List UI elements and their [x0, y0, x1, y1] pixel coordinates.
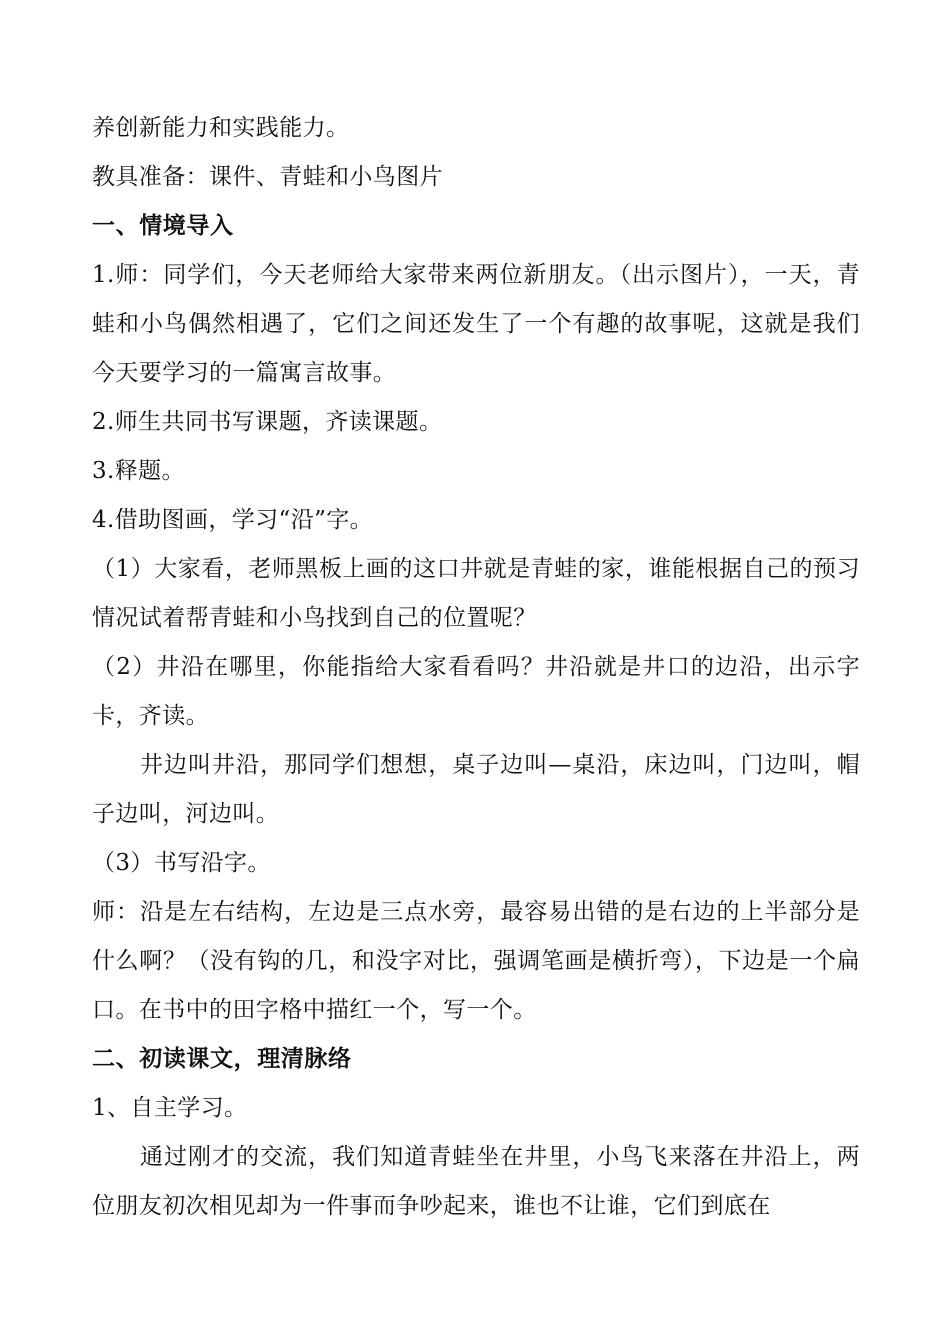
paragraph-5: （1）大家看，老师黑板上画的这口井就是青蛙的家，谁能根据自己的预习情况试着帮青蛙和小鸟找到自己的位置呢？ — [92, 556, 860, 631]
paragraph-11: 通过刚才的交流，我们知道青蛙坐在井里，小鸟飞来落在井沿上，两位朋友初次相见却为一件事而争吵起来，谁也不让谁，它们到底在 — [92, 1144, 860, 1219]
text-line: 养创新能力和实践能力。 — [92, 115, 350, 141]
paragraph-3: 3.释题。 — [92, 458, 185, 484]
section-heading-2: 二、初读课文，理清脉络 — [92, 1046, 352, 1072]
paragraph-2: 2.师生共同书写课题，齐读课题。 — [92, 409, 443, 435]
paragraph-10: 1、自主学习。 — [92, 1095, 248, 1121]
paragraph-7: 井边叫井沿，那同学们想想，桌子边叫—桌沿，床边叫，门边叫，帽子边叫，河边叫。 — [92, 752, 860, 827]
paragraph-1: 1.师：同学们，今天老师给大家带来两位新朋友。（出示图片），一天，青蛙和小鸟偶然相遇了，它们之间还发生了一个有趣的故事呢，这就是我们今天要学习的一篇寓言故事。 — [92, 262, 860, 386]
paragraph-8: （3）书写沿字。 — [92, 850, 271, 876]
paragraph-6: （2）井沿在哪里，你能指给大家看看吗？井沿就是井口的边沿，出示字卡，齐读。 — [92, 654, 860, 729]
document-page — [92, 104, 860, 1231]
paragraph-4: 4.借助图画，学习“沿”字。 — [92, 507, 374, 533]
section-heading-1: 一、情境导入 — [92, 213, 234, 239]
teaching-aids-line: 教具准备：课件、青蛙和小鸟图片 — [92, 164, 443, 190]
paragraph-9: 师：沿是左右结构，左边是三点水旁，最容易出错的是右边的上半部分是什么啊？（没有钩的几，和没字对比，强调笔画是横折弯），下边是一个扁口。在书中的田字格中描红一个，写一个。 — [92, 899, 860, 1023]
